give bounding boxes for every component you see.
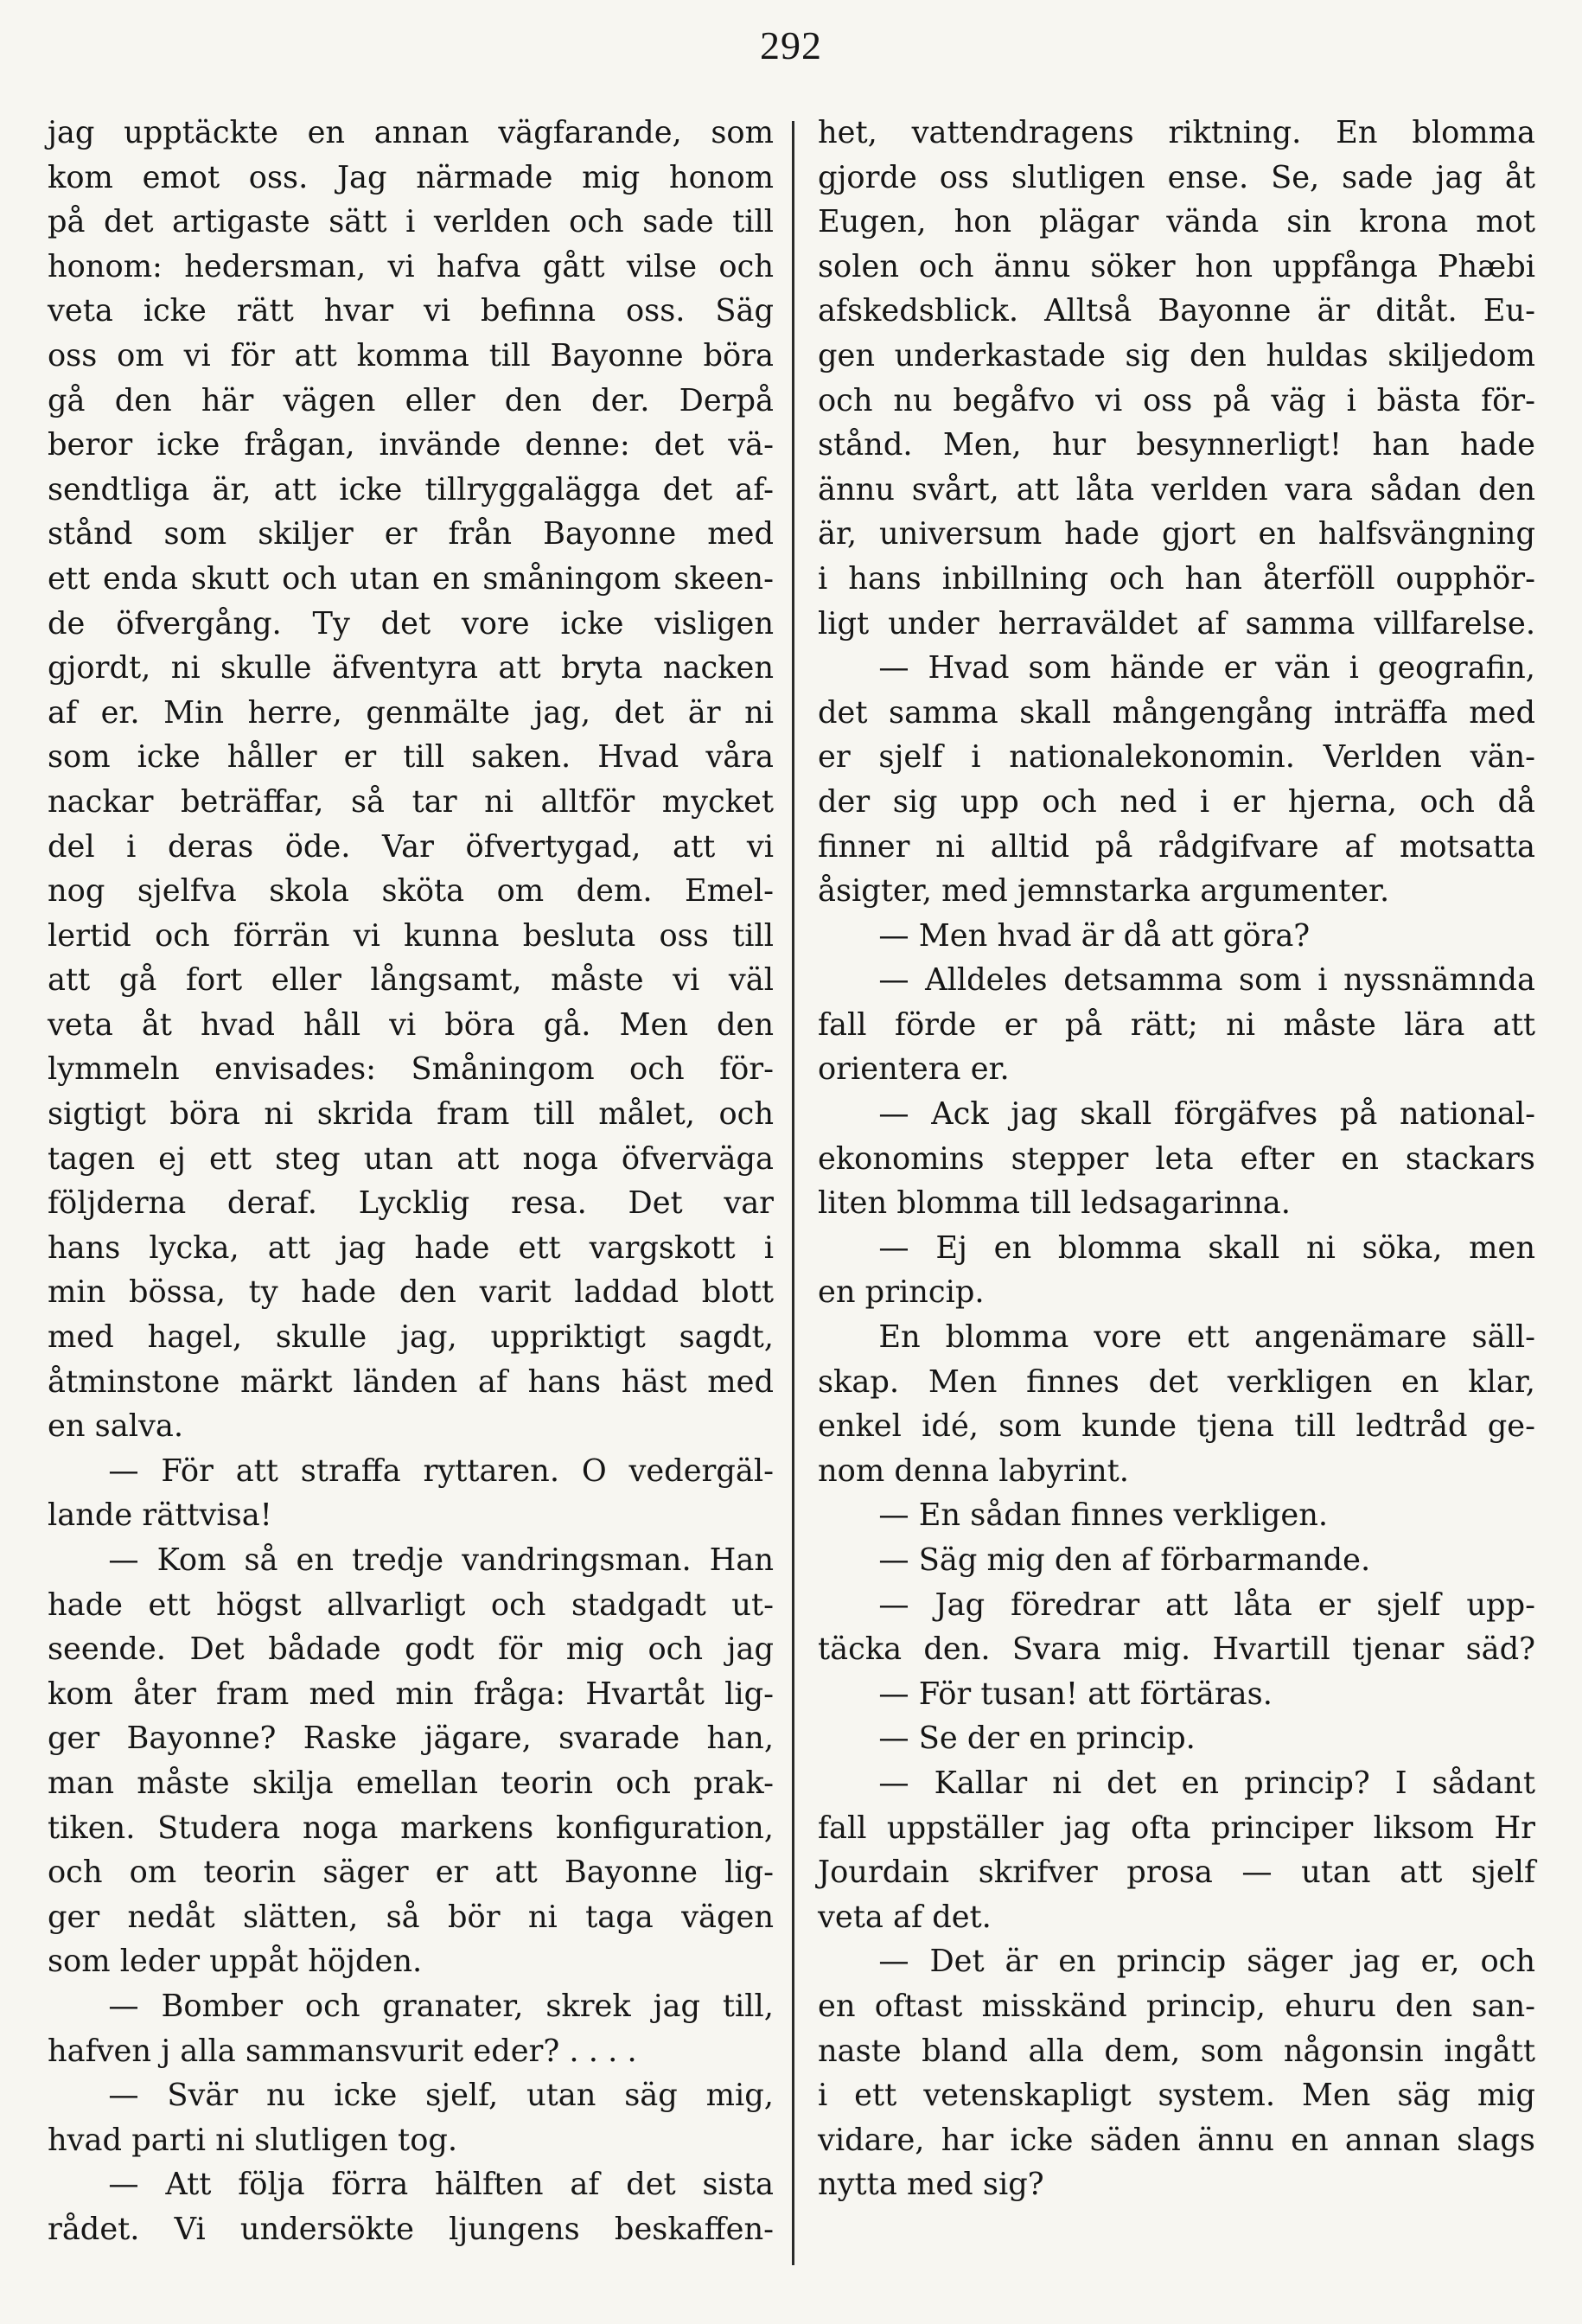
text-line: det samma skall mångengång inträffa med <box>818 694 1535 731</box>
text-line: rådet. Vi undersökte ljungens beskaffen- <box>48 2211 774 2247</box>
text-line: att gå fort eller långsamt, måste vi väl <box>48 962 774 999</box>
text-line: sendtliga är, att icke tillryggalägga det af- <box>48 471 774 508</box>
text-line: — Hvad som hände er vän i geografin, <box>818 650 1535 686</box>
text-line: kom åter fram med min fråga: Hvartåt lig- <box>48 1676 774 1712</box>
page-number: 292 <box>760 23 822 67</box>
text-line: — Kallar ni det en princip? I sådant <box>818 1765 1535 1801</box>
column-divider <box>792 121 794 2265</box>
text-line: de öfvergång. Ty det vore icke visligen <box>48 605 774 642</box>
text-line: En blomma vore ett angenämare säll- <box>818 1319 1535 1356</box>
text-line: er sjelf i nationalekonomin. Verlden vän- <box>818 739 1535 776</box>
text-line: stånd som skiljer er från Bayonne med <box>48 516 774 552</box>
text-line: hafven j alla sammansvurit eder? . . . . <box>48 2033 637 2069</box>
text-line: liten blomma till ledsagarinna. <box>818 1185 1291 1222</box>
text-line: finner ni alltid på rådgifvare af motsatta <box>818 828 1535 865</box>
text-line: ett enda skutt och utan en småningom skeen- <box>48 560 774 597</box>
text-line: min bössa, ty hade den varit laddad blott <box>48 1274 774 1311</box>
text-line: ligt under herraväldet af samma villfarelse. <box>818 605 1535 642</box>
text-line: afskedsblick. Alltså Bayonne är ditåt. Eu- <box>818 293 1535 329</box>
text-line: naste bland alla dem, som någonsin ingått <box>818 2033 1535 2069</box>
text-line: skap. Men finnes det verkligen en klar, <box>818 1363 1535 1400</box>
text-line: gjorde oss slutligen ense. Se, sade jag åt <box>818 159 1535 195</box>
text-line: — Svär nu icke sjelf, utan säg mig, <box>48 2078 774 2114</box>
text-line: — Ack jag skall förgäfves på national- <box>818 1096 1535 1133</box>
text-line: gå den här vägen eller den der. Derpå <box>48 382 774 418</box>
text-line: en oftast misskänd princip, ehuru den san- <box>818 1988 1535 2024</box>
text-line: lertid och förrän vi kunna besluta oss till <box>48 917 774 954</box>
text-line: ger Bayonne? Raske jägare, svarade han, <box>48 1721 774 1757</box>
text-line: honom: hedersman, vi hafva gått vilse och <box>48 248 774 284</box>
text-line: hvad parti ni slutligen tog. <box>48 2122 458 2158</box>
text-line: Eugen, hon plägar vända sin krona mot <box>818 204 1535 240</box>
text-line: och nu begåfvo vi oss på väg i bästa för- <box>818 382 1535 418</box>
text-line: af er. Min herre, genmälte jag, det är ni <box>48 694 774 731</box>
text-line: lymmeln envisades: Småningom och för- <box>48 1051 774 1088</box>
text-line: med hagel, skulle jag, uppriktigt sagdt, <box>48 1319 774 1356</box>
text-line: nog sjelfva skola sköta om dem. Emel- <box>48 873 774 910</box>
left-column <box>48 111 774 2252</box>
text-line: tiken. Studera noga markens konfiguration, <box>48 1810 774 1846</box>
text-line: — Men hvad är då att göra? <box>818 917 1311 954</box>
text-line: veta åt hvad håll vi böra gå. Men den <box>48 1006 774 1043</box>
text-line: — Det är en princip säger jag er, och <box>818 1944 1535 1980</box>
text-line: ger nedåt slätten, så bör ni taga vägen <box>48 1899 774 1935</box>
text-line: kom emot oss. Jag närmade mig honom <box>48 159 774 195</box>
text-line: nytta med sig? <box>818 2167 1044 2203</box>
text-line: och om teorin säger er att Bayonne lig- <box>48 1855 774 1891</box>
text-line: som leder uppåt höjden. <box>48 1944 423 1980</box>
text-line: veta icke rätt hvar vi befinna oss. Säg <box>48 293 774 329</box>
text-line: åtminstone märkt länden af hans häst med <box>48 1363 774 1400</box>
text-line: en princip. <box>818 1274 985 1311</box>
text-line: — Jag föredrar att låta er sjelf upp- <box>818 1587 1535 1623</box>
text-line: i hans inbillning och han återföll oupphör- <box>818 560 1535 597</box>
text-line: i ett vetenskapligt system. Men säg mig <box>818 2078 1535 2114</box>
text-line: täcka den. Svara mig. Hvartill tjenar säd? <box>818 1631 1535 1668</box>
text-line: ekonomins stepper leta efter en stackars <box>818 1140 1535 1177</box>
text-line: nackar beträffar, så tar ni alltför mycket <box>48 783 774 820</box>
text-line: — Ej en blomma skall ni söka, men <box>818 1229 1535 1266</box>
text-line: seende. Det bådade godt för mig och jag <box>48 1631 774 1668</box>
text-line: gen underkastade sig den huldas skiljedom <box>818 337 1535 374</box>
text-line: gjordt, ni skulle äfventyra att bryta nacken <box>48 650 774 686</box>
text-line: man måste skilja emellan teorin och prak- <box>48 1765 774 1801</box>
text-line: tagen ej ett steg utan att noga öfverväga <box>48 1140 774 1177</box>
text-line: — Att följa förra hälften af det sista <box>48 2167 774 2203</box>
text-line: — Bomber och granater, skrek jag till, <box>48 1988 774 2024</box>
text-line: del i deras öde. Var öfvertygad, att vi <box>48 828 774 865</box>
text-line: fall förde er på rätt; ni måste lära att <box>818 1006 1535 1043</box>
text-line: — En sådan finnes verkligen. <box>818 1497 1329 1534</box>
text-line: — Alldeles detsamma som i nyssnämnda <box>818 962 1535 999</box>
text-line: — Kom så en tredje vandringsman. Han <box>48 1542 774 1578</box>
text-line: der sig upp och ned i er hjerna, och då <box>818 783 1535 820</box>
text-line: het, vattendragens riktning. En blomma <box>818 115 1535 150</box>
text-line: — För att straffa ryttaren. O vedergäl- <box>48 1452 774 1489</box>
text-line: oss om vi för att komma till Bayonne böra <box>48 337 774 374</box>
text-line: jag upptäckte en annan vägfarande, som <box>48 115 774 150</box>
text-line: nom denna labyrint. <box>818 1452 1129 1489</box>
text-line: på det artigaste sätt i verlden och sade till <box>48 204 774 240</box>
text-line: solen och ännu söker hon uppfånga Phæbi <box>818 248 1535 284</box>
text-line: enkel idé, som kunde tjena till ledtråd ge- <box>818 1408 1535 1445</box>
text-line: är, universum hade gjort en halfsvängning <box>818 516 1535 552</box>
text-line: en salva. <box>48 1408 184 1445</box>
text-line: — Säg mig den af förbarmande. <box>818 1542 1371 1578</box>
text-line: lande rättvisa! <box>48 1497 272 1534</box>
right-column <box>818 111 1535 2207</box>
text-line: vidare, har icke säden ännu en annan slags <box>818 2122 1535 2158</box>
text-line: hans lycka, att jag hade ett vargskott i <box>48 1229 774 1266</box>
text-line: — För tusan! att förtäras. <box>818 1676 1273 1712</box>
text-line: ännu svårt, att låta verlden vara sådan den <box>818 471 1535 508</box>
text-line: åsigter, med jemnstarka argumenter. <box>818 873 1390 910</box>
text-line: beror icke frågan, invände denne: det vä- <box>48 427 774 463</box>
text-line: som icke håller er till saken. Hvad våra <box>48 739 774 776</box>
text-line: hade ett högst allvarligt och stadgadt ut- <box>48 1587 774 1623</box>
text-line: följderna deraf. Lycklig resa. Det var <box>48 1185 774 1222</box>
text-line: — Se der en princip. <box>818 1721 1196 1757</box>
text-line: orientera er. <box>818 1051 1010 1088</box>
text-line: veta af det. <box>818 1899 992 1935</box>
text-line: sigtigt böra ni skrida fram till målet, och <box>48 1096 774 1133</box>
text-line: fall uppställer jag ofta principer liksom Hr <box>818 1810 1535 1846</box>
text-line: Jourdain skrifver prosa — utan att sjelf <box>818 1855 1535 1891</box>
text-line: stånd. Men, hur besynnerligt! han hade <box>818 427 1535 463</box>
